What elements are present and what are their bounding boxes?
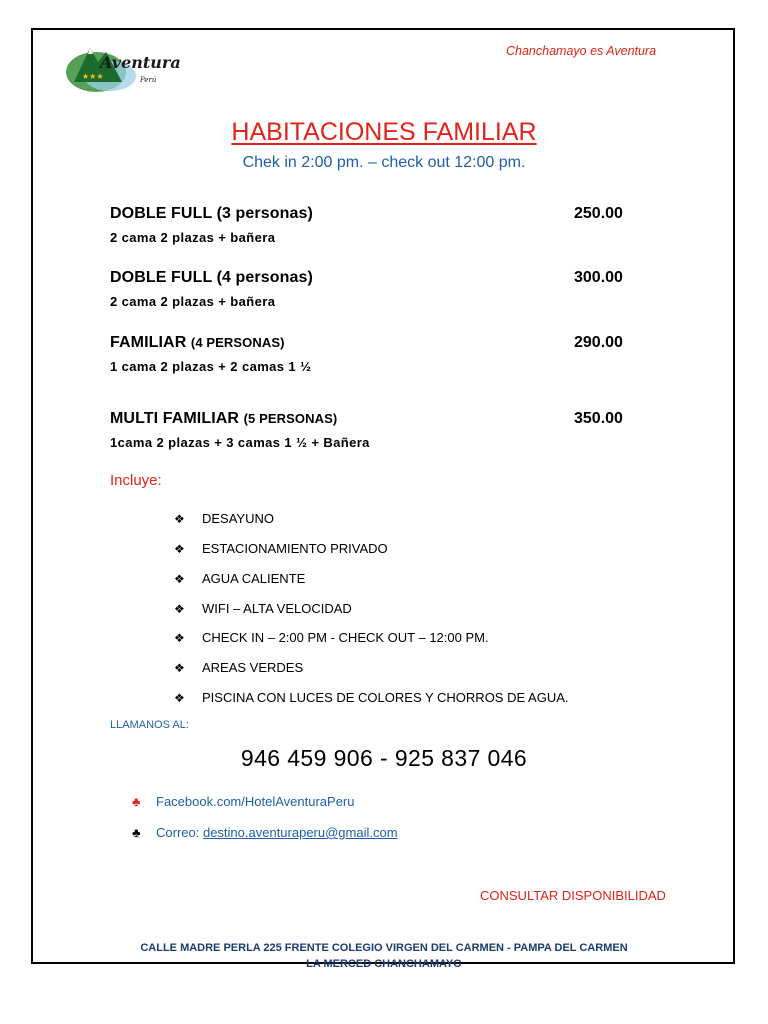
- room-name-familiar: [110, 334, 285, 352]
- amenity-text: CHECK IN – 2:00 PM - CHECK OUT – 12:00 PM.: [202, 630, 489, 645]
- tagline: Chanchamayo es Aventura: [506, 44, 657, 58]
- room-name-multi-familiar: [110, 410, 337, 428]
- address: [0, 940, 768, 972]
- amenity-text: PISCINA CON LUCES DE COLORES Y CHORROS DE AGUA.: [202, 690, 569, 705]
- amenity-item: [174, 541, 388, 556]
- amenity-text: AGUA CALIENTE: [202, 571, 306, 586]
- room-name-text: DOBLE FULL (3 personas): [110, 205, 313, 222]
- room-name-text: MULTI FAMILIAR: [110, 410, 244, 427]
- page-title: HABITACIONES FAMILIAR: [231, 118, 537, 146]
- diamond-bullet-icon: ❖: [174, 572, 185, 586]
- room-name-text: DOBLE FULL (4 personas): [110, 269, 313, 286]
- room-desc-doble-4: 2 cama 2 plazas + bañera: [110, 294, 276, 309]
- call-us-label: LLAMANOS AL:: [110, 719, 189, 731]
- room-desc-familiar: 1 cama 2 plazas + 2 camas 1 ½: [110, 359, 312, 374]
- email-label: Correo:: [156, 825, 203, 840]
- incluye-heading: Incluye:: [110, 472, 162, 489]
- svg-text:Perú: Perú: [140, 76, 157, 84]
- amenity-text: AREAS VERDES: [202, 660, 304, 675]
- amenity-text: WIFI – ALTA VELOCIDAD: [202, 601, 352, 616]
- phone-numbers: 946 459 906 - 925 837 046: [240, 745, 528, 771]
- amenity-text: DESAYUNO: [202, 511, 274, 526]
- room-desc-doble-3: 2 cama 2 plazas + bañera: [110, 230, 276, 245]
- amenity-item: [174, 630, 489, 645]
- room-price-familiar: 290.00: [574, 334, 623, 351]
- amenity-item: [174, 601, 352, 616]
- email-link[interactable]: destino.aventuraperu@gmail.com: [202, 825, 398, 840]
- svg-text:Aventura: Aventura: [100, 53, 181, 72]
- checkin-checkout-times: Chek in 2:00 pm. – check out 12:00 pm.: [242, 154, 526, 171]
- amenity-item: [174, 690, 569, 705]
- aventura-logo: [60, 38, 181, 94]
- room-price-multi-familiar: 350.00: [574, 410, 623, 427]
- amenity-item: [174, 571, 305, 586]
- room-capacity: (5 PERSONAS): [243, 411, 338, 426]
- red-club-icon: ♣: [132, 794, 141, 809]
- room-name-doble-3: [110, 205, 313, 223]
- facebook-row: [132, 794, 354, 809]
- diamond-bullet-icon: ❖: [174, 631, 185, 645]
- consultar-disponibilidad: CONSULTAR DISPONIBILIDAD: [480, 888, 666, 903]
- room-price-doble-3: 250.00: [574, 205, 623, 222]
- club-icon: ♣: [132, 825, 141, 840]
- amenity-text: ESTACIONAMIENTO PRIVADO: [202, 541, 388, 556]
- diamond-bullet-icon: ❖: [174, 542, 185, 556]
- amenity-item: [174, 511, 274, 526]
- address-line-1: CALLE MADRE PERLA 225 FRENTE COLEGIO VIRGEN DEL CARMEN - PAMPA DEL CARMEN: [140, 942, 628, 954]
- diamond-bullet-icon: ❖: [174, 512, 185, 526]
- facebook-link[interactable]: Facebook.com/HotelAventuraPeru: [156, 794, 355, 809]
- address-line-2: LA MERCED CHANCHAMAYO: [306, 958, 462, 970]
- room-desc-multi-familiar: 1cama 2 plazas + 3 camas 1 ½ + Bañera: [110, 435, 370, 450]
- room-price-doble-4: 300.00: [574, 269, 623, 286]
- svg-text:★★★: ★★★: [82, 72, 104, 81]
- amenity-item: [174, 660, 303, 675]
- diamond-bullet-icon: ❖: [174, 602, 185, 616]
- room-capacity: (4 PERSONAS): [190, 335, 285, 350]
- room-name-doble-4: [110, 269, 313, 287]
- email-row: [132, 825, 398, 840]
- room-name-text: FAMILIAR: [110, 334, 191, 351]
- diamond-bullet-icon: ❖: [174, 661, 185, 675]
- diamond-bullet-icon: ❖: [174, 691, 185, 705]
